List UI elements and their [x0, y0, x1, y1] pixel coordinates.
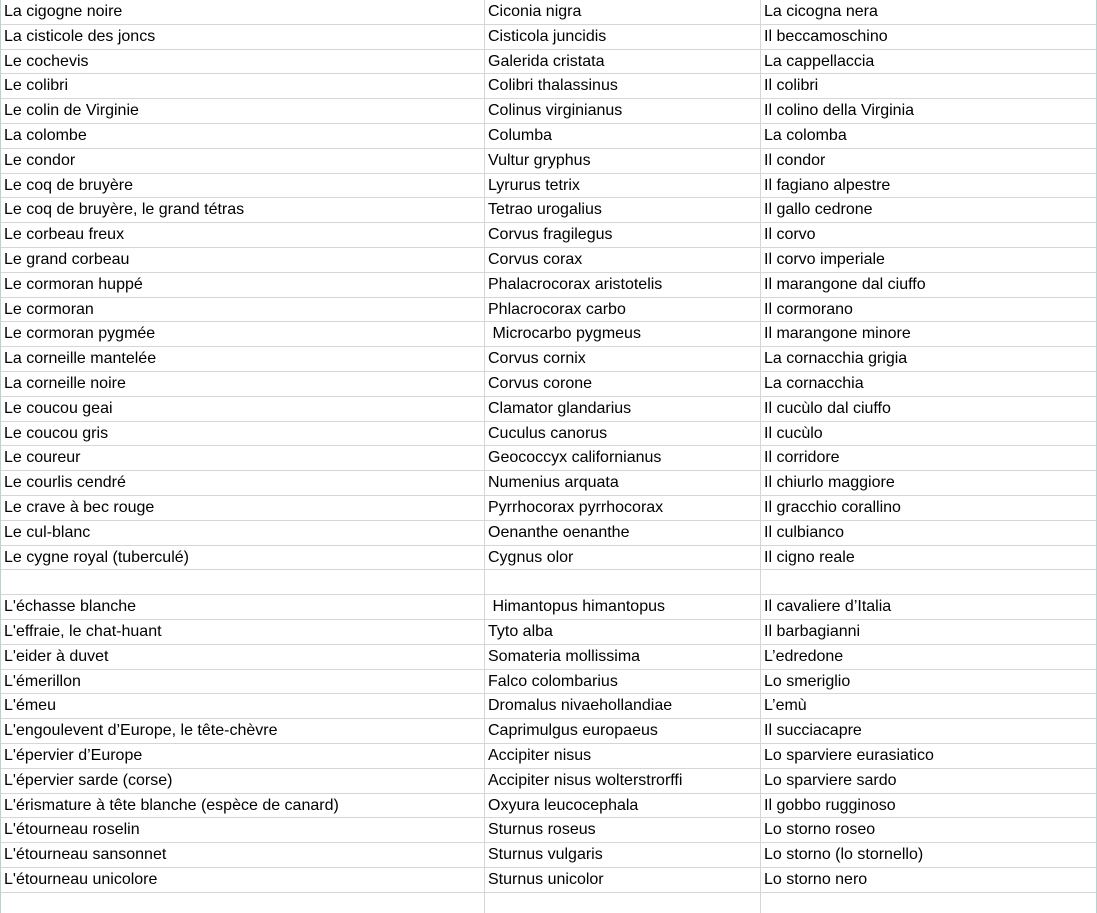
table-row — [1, 620, 1096, 645]
french-name-cell[interactable]: L'étourneau roselin — [1, 818, 485, 842]
french-name-cell[interactable]: L'étourneau sansonnet — [1, 843, 485, 867]
french-name-cell[interactable]: Le coucou gris — [1, 422, 485, 446]
french-name-cell[interactable]: L'épervier d’Europe — [1, 744, 485, 768]
italian-name-cell[interactable]: Il cucùlo dal ciuffo — [764, 399, 891, 417]
italian-name-cell[interactable]: Il cormorano — [764, 300, 853, 318]
italian-name-cell[interactable]: Il succiacapre — [764, 722, 862, 740]
latin-name-cell[interactable] — [485, 893, 761, 913]
italian-name-cell[interactable]: Il cigno reale — [764, 548, 855, 566]
latin-name-cell[interactable]: Himantopus himantopus — [485, 595, 761, 619]
latin-name-cell[interactable]: Tyto alba — [485, 620, 761, 644]
french-name-cell[interactable]: Le coureur — [1, 446, 485, 470]
italian-name-cell[interactable]: Il cavaliere d’Italia — [764, 598, 892, 616]
table-row — [1, 248, 1096, 273]
latin-name-cell[interactable]: Vultur gryphus — [485, 149, 761, 173]
italian-name-cell[interactable]: Il cucùlo — [764, 424, 823, 442]
french-name-cell[interactable]: L'étourneau unicolore — [1, 868, 485, 892]
french-name-cell[interactable]: L'érismature à tête blanche (espèce de canard) — [1, 794, 485, 818]
french-name-cell[interactable]: Le coq de bruyère — [1, 174, 485, 198]
italian-name-cell[interactable]: La cornacchia grigia — [764, 350, 908, 368]
table-row — [1, 0, 1096, 25]
italian-name-cell[interactable]: Lo storno (lo stornello) — [764, 846, 924, 864]
italian-name-cell[interactable]: Il corvo — [764, 226, 816, 244]
italian-name-cell[interactable]: Il condor — [764, 151, 826, 169]
latin-name-cell[interactable]: Geococcyx californianus — [485, 446, 761, 470]
table-row — [1, 868, 1096, 893]
french-name-cell[interactable]: Le colibri — [1, 74, 485, 98]
latin-name-cell[interactable]: Falco colombarius — [485, 670, 761, 694]
latin-name-cell[interactable]: Tetrao urogalius — [485, 198, 761, 222]
french-name-cell[interactable]: La cisticole des joncs — [1, 25, 485, 49]
french-name-cell[interactable]: L'émerillon — [1, 670, 485, 694]
latin-name-cell[interactable]: Ciconia nigra — [485, 0, 761, 24]
italian-name-cell[interactable]: Il colino della Virginia — [764, 102, 915, 120]
table-row — [1, 273, 1096, 298]
french-name-cell[interactable]: Le coucou geai — [1, 397, 485, 421]
italian-name-cell[interactable]: L’emù — [764, 697, 807, 715]
italian-name-cell[interactable]: La cicogna nera — [764, 3, 878, 20]
french-name-cell[interactable]: L'épervier sarde (corse) — [1, 769, 485, 793]
table-row — [1, 50, 1096, 75]
french-name-cell[interactable] — [1, 893, 485, 913]
latin-name-cell[interactable]: Colinus virginianus — [485, 99, 761, 123]
french-name-cell[interactable] — [1, 570, 485, 594]
french-name-cell[interactable]: Le cormoran pygmée — [1, 322, 485, 346]
table-row — [1, 546, 1096, 571]
table-row — [1, 174, 1096, 199]
italian-name-cell[interactable]: La colomba — [764, 126, 847, 144]
italian-name-cell[interactable]: Il gracchio corallino — [764, 498, 901, 516]
table-row — [1, 347, 1096, 372]
latin-name-cell[interactable]: Oxyura leucocephala — [485, 794, 761, 818]
french-name-cell[interactable]: L'échasse blanche — [1, 595, 485, 619]
table-row — [1, 744, 1096, 769]
italian-name-cell[interactable]: La cornacchia — [764, 374, 864, 392]
table-row — [1, 149, 1096, 174]
french-name-cell[interactable]: Le corbeau freux — [1, 223, 485, 247]
french-name-cell[interactable]: L'eider à duvet — [1, 645, 485, 669]
latin-name-cell[interactable]: Cuculus canorus — [485, 422, 761, 446]
french-name-cell[interactable]: L'émeu — [1, 694, 485, 718]
table-row — [1, 223, 1096, 248]
latin-name-cell[interactable]: Accipiter nisus wolterstrorffi — [485, 769, 761, 793]
italian-name-cell[interactable]: Il colibri — [764, 77, 819, 95]
italian-name-cell[interactable]: Il gallo cedrone — [764, 201, 873, 219]
table-row — [1, 397, 1096, 422]
italian-name-cell[interactable]: Il culbianco — [764, 523, 845, 541]
latin-name-cell[interactable]: Colibri thalassinus — [485, 74, 761, 98]
table-row — [1, 595, 1096, 620]
latin-name-cell[interactable]: Caprimulgus europaeus — [485, 719, 761, 743]
table-row — [1, 74, 1096, 99]
table-row — [1, 769, 1096, 794]
italian-name-cell[interactable]: Il gobbo rugginoso — [764, 796, 896, 814]
french-name-cell[interactable]: Le courlis cendré — [1, 471, 485, 495]
table-row — [1, 471, 1096, 496]
table-row — [1, 794, 1096, 819]
italian-name-cell[interactable]: Il corridore — [764, 449, 840, 467]
table-row — [1, 719, 1096, 744]
latin-name-cell[interactable]: Columba — [485, 124, 761, 148]
latin-name-cell[interactable]: Pyrrhocorax pyrrhocorax — [485, 496, 761, 520]
table-row — [1, 496, 1096, 521]
french-name-cell[interactable]: Le cul-blanc — [1, 521, 485, 545]
table-row — [1, 670, 1096, 695]
latin-name-cell[interactable]: Corvus corone — [485, 372, 761, 396]
table-row — [1, 198, 1096, 223]
table-row — [1, 446, 1096, 471]
italian-name-cell[interactable]: Lo smeriglio — [764, 672, 851, 690]
latin-name-cell[interactable]: Numenius arquata — [485, 471, 761, 495]
french-name-cell[interactable]: L'effraie, le chat-huant — [1, 620, 485, 644]
latin-name-cell[interactable]: Clamator glandarius — [485, 397, 761, 421]
french-name-cell[interactable]: Le cormoran huppé — [1, 273, 485, 297]
latin-name-cell[interactable]: Sturnus roseus — [485, 818, 761, 842]
latin-name-cell[interactable] — [485, 570, 761, 594]
french-name-cell[interactable]: Le crave à bec rouge — [1, 496, 485, 520]
french-name-cell[interactable]: Le condor — [1, 149, 485, 173]
latin-name-cell[interactable]: Somateria mollissima — [485, 645, 761, 669]
table-row — [1, 372, 1096, 397]
latin-name-cell[interactable]: Microcarbo pygmeus — [485, 322, 761, 346]
italian-name-cell[interactable]: Il beccamoschino — [764, 27, 888, 45]
table-row — [1, 645, 1096, 670]
french-name-cell[interactable]: La colombe — [1, 124, 485, 148]
latin-name-cell[interactable]: Accipiter nisus — [485, 744, 761, 768]
table-row — [1, 521, 1096, 546]
latin-name-cell[interactable]: Corvus corax — [485, 248, 761, 272]
latin-name-cell[interactable]: Sturnus vulgaris — [485, 843, 761, 867]
italian-name-cell[interactable]: Lo sparviere sardo — [764, 771, 897, 789]
latin-name-cell[interactable]: Corvus fragilegus — [485, 223, 761, 247]
table-row — [1, 422, 1096, 447]
italian-name-cell[interactable]: Il corvo imperiale — [764, 250, 885, 268]
french-name-cell[interactable]: Le coq de bruyère, le grand tétras — [1, 198, 485, 222]
italian-name-cell[interactable]: Lo sparviere eurasiatico — [764, 746, 934, 764]
italian-name-cell[interactable] — [761, 570, 1096, 594]
french-name-cell[interactable]: Le cygne royal (tuberculé) — [1, 546, 485, 570]
latin-name-cell[interactable]: Sturnus unicolor — [485, 868, 761, 892]
latin-name-cell[interactable]: Phlacrocorax carbo — [485, 298, 761, 322]
latin-name-cell[interactable]: Corvus cornix — [485, 347, 761, 371]
french-name-cell[interactable]: L'engoulevent d’Europe, le tête-chèvre — [1, 719, 485, 743]
table-row — [1, 322, 1096, 347]
latin-name-cell[interactable]: Lyrurus tetrix — [485, 174, 761, 198]
french-name-cell[interactable]: Le grand corbeau — [1, 248, 485, 272]
latin-name-cell[interactable]: Galerida cristata — [485, 50, 761, 74]
latin-name-cell[interactable]: Cisticola juncidis — [485, 25, 761, 49]
latin-name-cell[interactable]: Dromalus nivaehollandiae — [485, 694, 761, 718]
italian-name-cell[interactable]: Il marangone dal ciuffo — [764, 275, 926, 293]
table-row — [1, 298, 1096, 323]
table-row — [1, 124, 1096, 149]
italian-name-cell[interactable]: Il chiurlo maggiore — [764, 474, 895, 492]
italian-name-cell[interactable]: Il marangone minore — [764, 325, 911, 343]
italian-name-cell[interactable]: Lo storno nero — [764, 870, 868, 888]
italian-name-cell[interactable]: Il fagiano alpestre — [764, 176, 891, 194]
table-row — [1, 893, 1096, 913]
table-row — [1, 694, 1096, 719]
italian-name-cell[interactable]: Il barbagianni — [764, 622, 861, 640]
french-name-cell[interactable]: La corneille mantelée — [1, 347, 485, 371]
italian-name-cell[interactable]: Lo storno roseo — [764, 821, 876, 839]
latin-name-cell[interactable]: Cygnus olor — [485, 546, 761, 570]
french-name-cell[interactable]: Le colin de Virginie — [1, 99, 485, 123]
french-name-cell[interactable]: La corneille noire — [1, 372, 485, 396]
table-row — [1, 570, 1096, 595]
italian-name-cell[interactable]: L’edredone — [764, 647, 844, 665]
italian-name-cell[interactable]: La cappellaccia — [764, 52, 875, 70]
french-name-cell[interactable]: La cigogne noire — [1, 0, 485, 24]
latin-name-cell[interactable]: Oenanthe oenanthe — [485, 521, 761, 545]
table-row — [1, 818, 1096, 843]
italian-name-cell[interactable] — [761, 893, 1096, 913]
french-name-cell[interactable]: Le cochevis — [1, 50, 485, 74]
latin-name-cell[interactable]: Phalacrocorax aristotelis — [485, 273, 761, 297]
table-row — [1, 843, 1096, 868]
french-name-cell[interactable]: Le cormoran — [1, 298, 485, 322]
table-row — [1, 25, 1096, 50]
table-row — [1, 99, 1096, 124]
